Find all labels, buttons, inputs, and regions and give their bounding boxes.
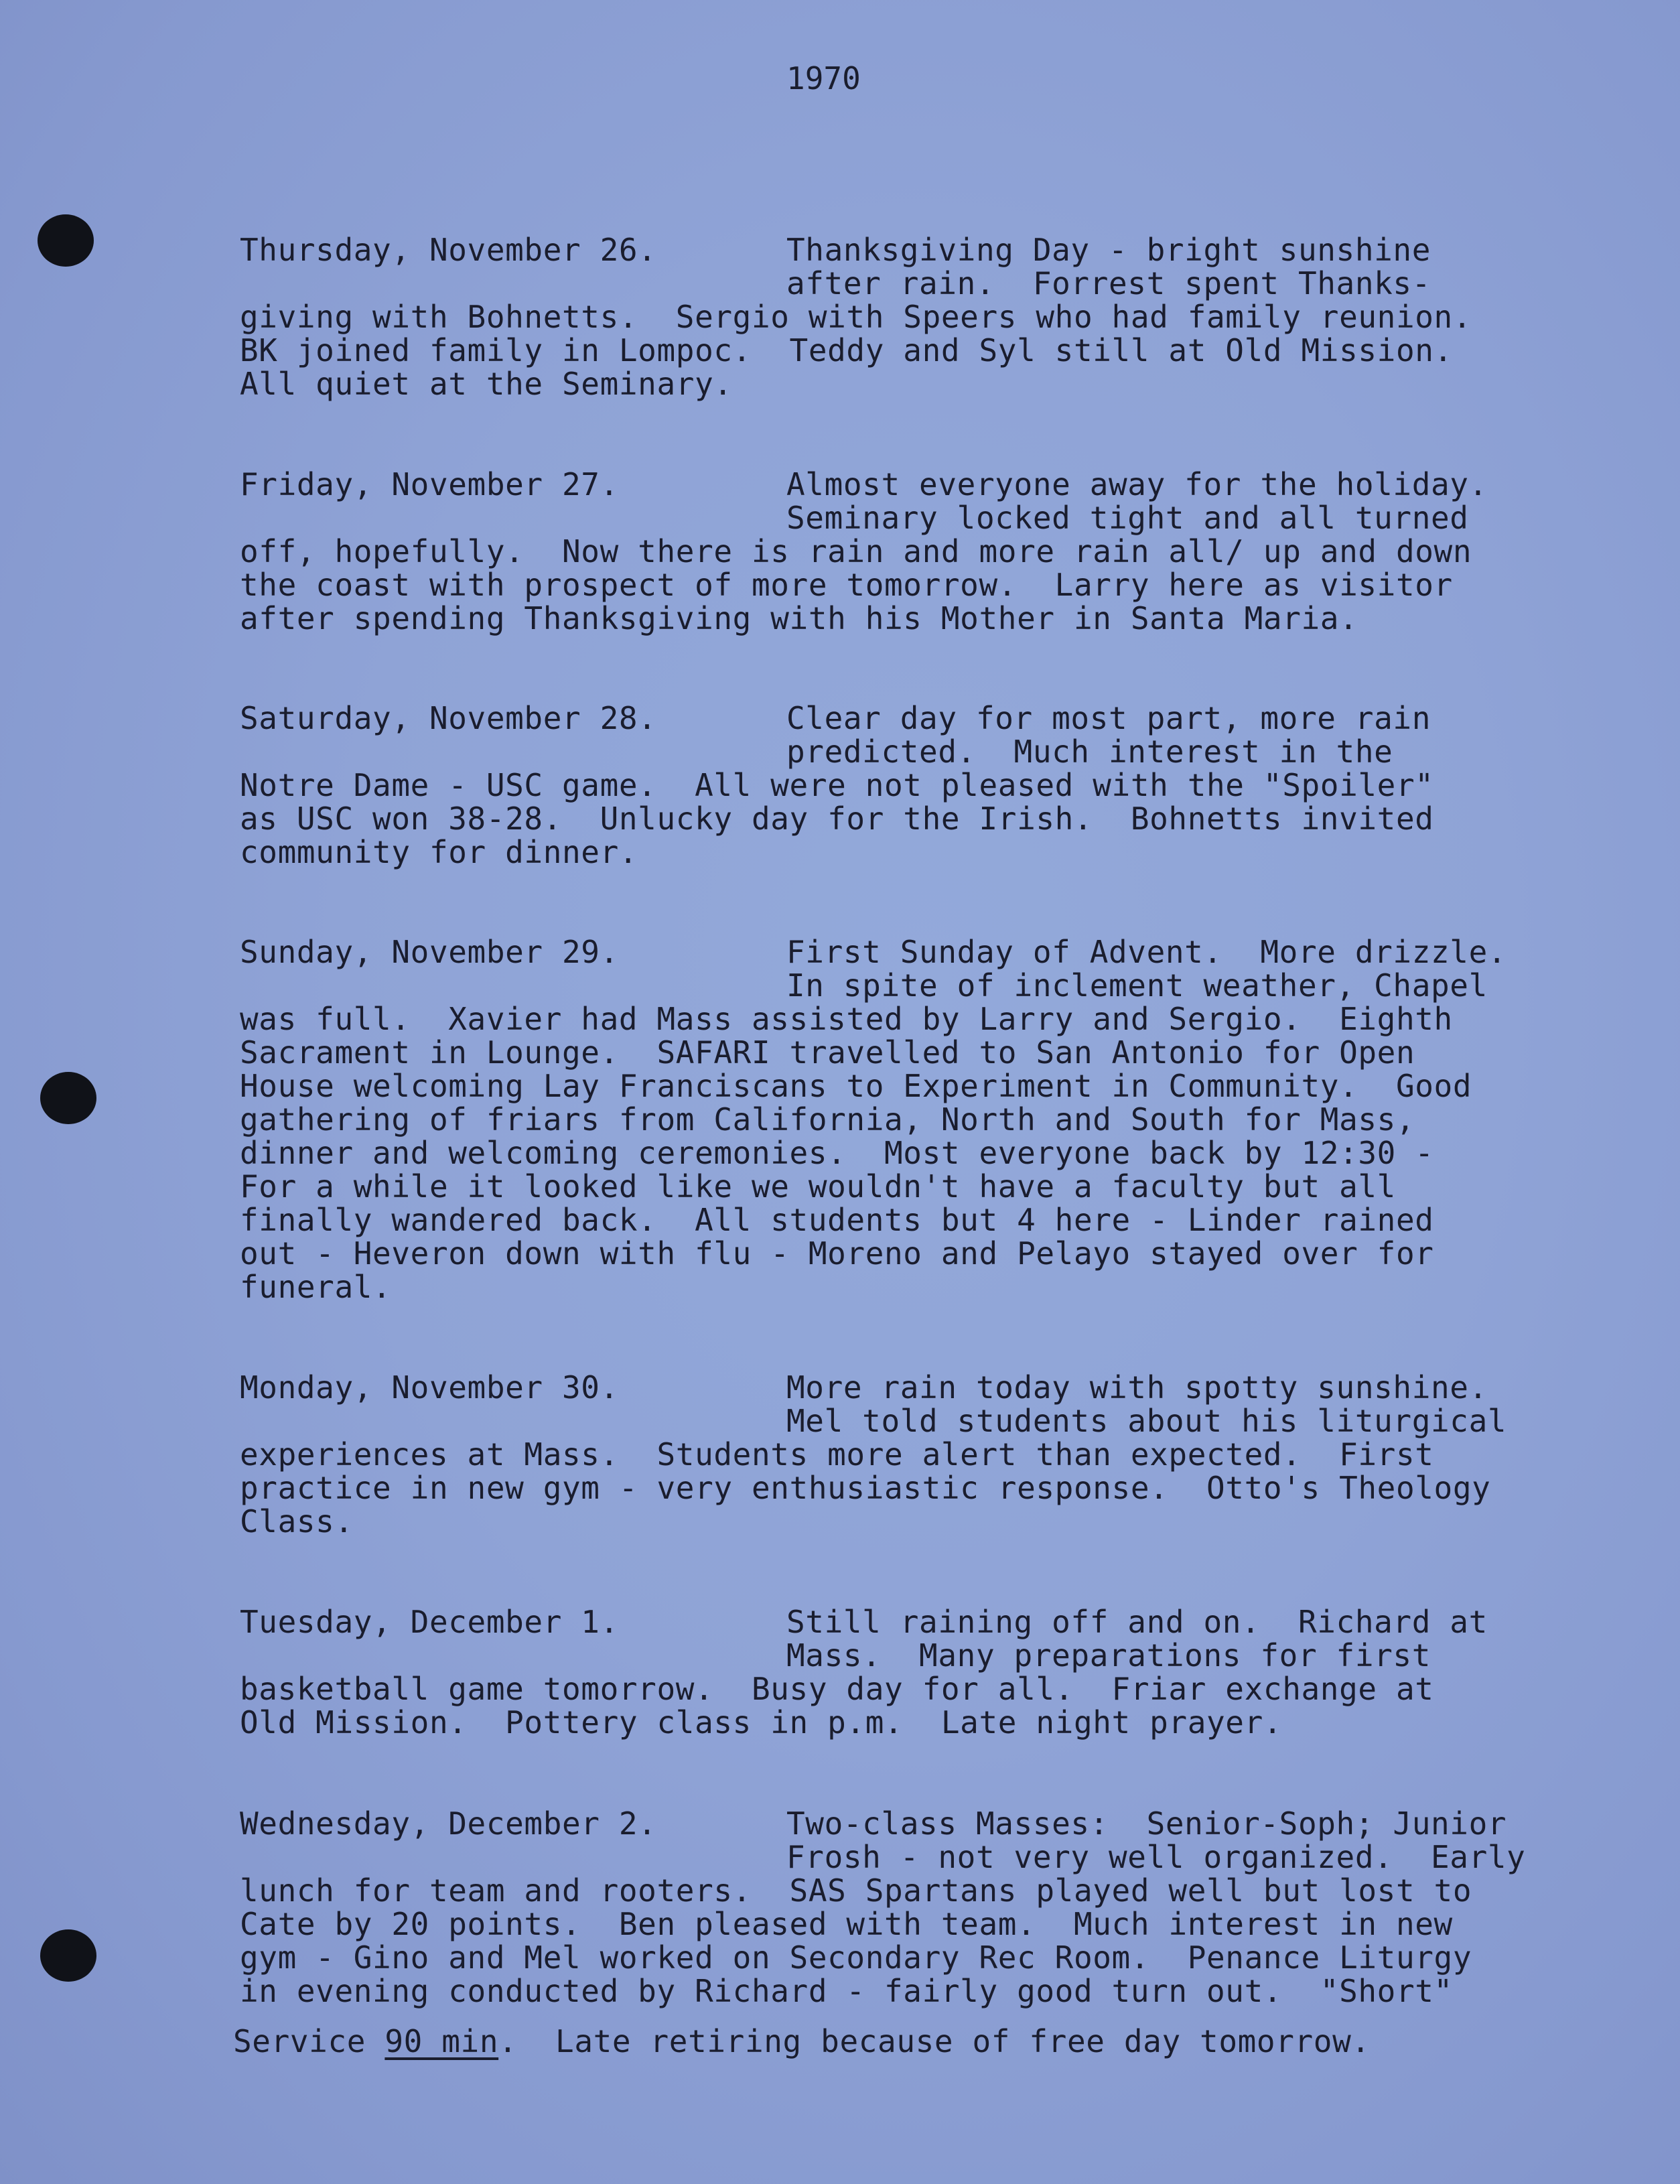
diary-entry-dec-1 — [240, 1604, 1488, 1741]
diary-entry-dec-2 — [240, 1807, 1525, 2008]
entry-text-line: experiences at Mass. Students more alert than expected. First — [240, 1436, 1434, 1473]
entry-text-line: giving with Bohnetts. Sergio with Speers who had family reunion. — [240, 299, 1472, 335]
punch-hole-top — [38, 214, 94, 267]
entry-text-line: was full. Xavier had Mass assisted by Larry and Sergio. Eighth — [240, 1001, 1453, 1037]
entry-lead-line: Frosh - not very well organized. Early — [786, 1839, 1526, 1875]
entry-lead-line: Still raining off and on. Richard at — [786, 1604, 1488, 1640]
entry-text-line: the coast with prospect of more tomorrow. Larry here as visitor — [240, 567, 1453, 603]
diary-entry-nov-26 — [240, 233, 1472, 401]
entry-lead-line: Seminary locked tight and all turned — [786, 500, 1469, 536]
entry-text-line: Old Mission. Pottery class in p.m. Late night prayer. — [240, 1704, 1283, 1741]
entry-lead-line: Mass. Many preparations for first — [786, 1637, 1431, 1674]
entry-date: Sunday, November 29. — [240, 934, 619, 970]
entry-text-line: off, hopefully. Now there is rain and more rain all/ up and down — [240, 533, 1472, 569]
entry-text-line: Cate by 20 points. Ben pleased with team. Much interest in new — [240, 1906, 1453, 1942]
entry-text-line: All quiet at the Seminary. — [240, 366, 733, 402]
diary-entry-nov-29 — [240, 934, 1507, 1305]
entry-date: Tuesday, December 1. — [240, 1604, 619, 1640]
entry-date: Friday, November 27. — [240, 466, 619, 502]
closing-text-after: . Late retiring because of free day tomorrow. — [498, 2023, 1371, 2059]
entry-text-line: gathering of friars from California, North and South for Mass, — [240, 1101, 1415, 1138]
diary-entry-nov-28 — [240, 701, 1434, 869]
entry-text-line: dinner and welcoming ceremonies. Most everyone back by 12:30 - — [240, 1135, 1434, 1171]
entry-text-line: For a while it looked like we wouldn't have a faculty but all — [240, 1168, 1396, 1205]
entry-text-line: basketball game tomorrow. Busy day for all. Friar exchange at — [240, 1671, 1434, 1707]
entry-lead-line: predicted. Much interest in the — [786, 734, 1393, 770]
entry-lead-line: First Sunday of Advent. More drizzle. — [786, 934, 1507, 970]
punch-hole-middle — [40, 1072, 96, 1124]
entry-date: Saturday, November 28. — [240, 700, 657, 736]
entry-lead-line: Two-class Masses: Senior-Soph; Junior — [786, 1805, 1507, 1842]
entry-text-line: Notre Dame - USC game. All were not pleased with the "Spoiler" — [240, 767, 1434, 803]
entry-lead-line: after rain. Forrest spent Thanks- — [786, 265, 1431, 301]
punch-hole-bottom — [40, 1929, 96, 1982]
entry-text-line: funeral. — [240, 1269, 392, 1305]
entry-text-line: Sacrament in Lounge. SAFARI travelled to San Antonio for Open — [240, 1034, 1415, 1071]
entry-text-line: practice in new gym - very enthusiastic response. Otto's Theology — [240, 1470, 1491, 1506]
entry-text-line: after spending Thanksgiving with his Mother in Santa Maria. — [240, 600, 1358, 636]
entry-lead-line: More rain today with spotty sunshine. — [786, 1369, 1488, 1406]
entry-text-line: finally wandered back. All students but 4 here - Linder rained — [240, 1202, 1434, 1238]
diary-entry-nov-30 — [240, 1371, 1507, 1538]
entry-date: Thursday, November 26. — [240, 232, 657, 268]
entry-lead-line: Mel told students about his liturgical — [786, 1403, 1507, 1439]
closing-text-before: Service — [233, 2023, 385, 2059]
entry-lead-line: Almost everyone away for the holiday. — [786, 466, 1488, 502]
page-number: 1970 — [786, 60, 861, 96]
entry-text-line: House welcoming Lay Franciscans to Experiment in Community. Good — [240, 1068, 1472, 1104]
entry-date: Monday, November 30. — [240, 1369, 619, 1406]
entry-text-line: community for dinner. — [240, 834, 638, 870]
entry-lead-line: In spite of inclement weather, Chapel — [786, 967, 1488, 1004]
underlined-duration: 90 min — [384, 2023, 499, 2059]
entry-lead-line: Thanksgiving Day - bright sunshine — [786, 232, 1431, 268]
diary-entry-nov-27 — [240, 466, 1488, 636]
entry-text-line: out - Heveron down with flu - Moreno and Pelayo stayed over for — [240, 1235, 1434, 1272]
entry-text-line: BK joined family in Lompoc. Teddy and Syl still at Old Mission. — [240, 332, 1453, 368]
entry-text-line: in evening conducted by Richard - fairly good turn out. "Short" — [240, 1973, 1453, 2009]
closing-line — [233, 2025, 1371, 2058]
entry-text-line: lunch for team and rooters. SAS Spartans played well but lost to — [240, 1872, 1472, 1909]
entry-lead-line: Clear day for most part, more rain — [786, 700, 1431, 736]
entry-date: Wednesday, December 2. — [240, 1805, 657, 1842]
entry-text-line: Class. — [240, 1503, 354, 1540]
entry-text-line: as USC won 38-28. Unlucky day for the Irish. Bohnetts invited — [240, 801, 1434, 837]
entry-text-line: gym - Gino and Mel worked on Secondary Rec Room. Penance Liturgy — [240, 1939, 1472, 1976]
